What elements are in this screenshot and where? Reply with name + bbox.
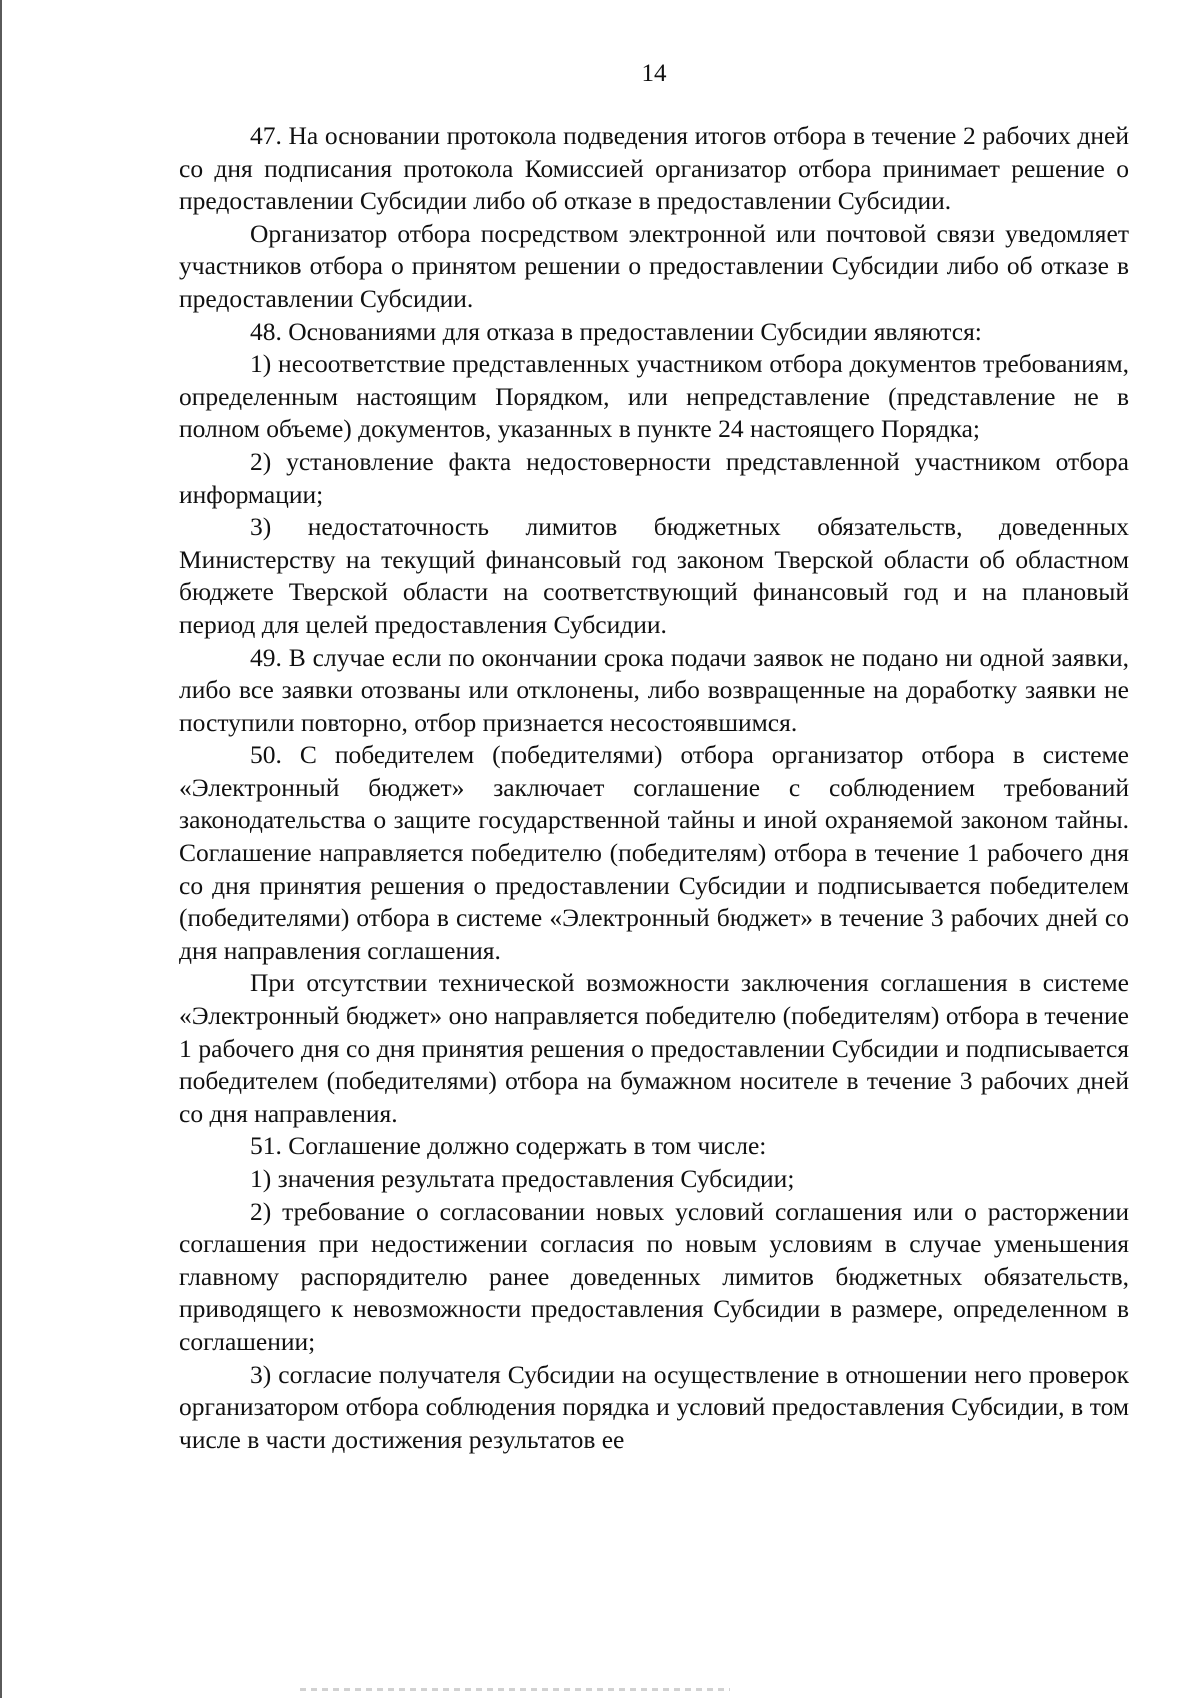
paragraph-48: 48. Основаниями для отказа в предоставлении Субсидии являются: <box>250 316 982 346</box>
paragraph-50: 50. С победителем (победителями) отбора организатор отбора в системе «Электронный бюджет» заключает соглашение с соблюдением требований законодательства о защите государственной тайны и иной охраняемой законом тайны. Соглашение направляется победителю (победителям) отбора в течение 1 рабочего дня со дня принятия решения о предоставлении Субсидии и подписывается победителем (победителями) отбора в системе «Электронный бюджет» в течение 3 рабочих дней со дня направления соглашения. <box>179 740 1129 965</box>
paragraph-49: 49. В случае если по окончании срока подачи заявок не подано ни одной заявки, либо все заявки отозваны или отклонены, либо возвращенные на доработку заявки не поступили повторно, отбор признается несостоявшимся. <box>179 642 1129 737</box>
scan-edge-line <box>0 0 2 1698</box>
scan-bottom-artifact <box>300 1688 730 1691</box>
paragraph-48-item-1: 1) несоответствие представленных участником отбора документов требованиям, определенным настоящим Порядком, или непредставление (представление не в полном объеме) документов, указанных в пункте 24 настоящего Порядка; <box>179 349 1129 444</box>
paragraph-51-item-1: 1) значения результата предоставления Субсидии; <box>250 1164 795 1193</box>
page-number: 14 <box>641 60 667 87</box>
document-body <box>179 120 1129 1456</box>
paragraph-50-paper: При отсутствии технической возможности заключения соглашения в системе «Электронный бюджет» оно направляется победителю (победителям) отбора в течение 1 рабочего дня со дня принятия решения о предоставлении Субсидии и подписывается победителем (победителями) отбора на бумажном носителе в течение 3 рабочих дней со дня направления. <box>179 968 1129 1128</box>
paragraph-47-notification: Организатор отбора посредством электронной или почтовой связи уведомляет участников отбора о принятом решении о предоставлении Субсидии либо об отказе в предоставлении Субсидии. <box>179 218 1129 313</box>
paragraph-51-item-3: 3) согласие получателя Субсидии на осуществление в отношении него проверок организатором отбора соблюдения порядка и условий предоставления Субсидии, в том числе в части достижения результатов ее <box>179 1359 1129 1454</box>
paragraph-47: 47. На основании протокола подведения итогов отбора в течение 2 рабочих дней со дня подписания протокола Комиссией организатор отбора принимает решение о предоставлении Субсидии либо об отказе в предоставлении Субсидии. <box>179 121 1129 216</box>
paragraph-48-item-2: 2) установление факта недостоверности представленной участником отбора информации; <box>179 446 1129 509</box>
paragraph-48-item-3: 3) недостаточность лимитов бюджетных обязательств, доведенных Министерству на текущий финансовый год законом Тверской области об областном бюджете Тверской области на соответствующий финансовый год и на плановый период для целей предоставления Субсидии. <box>179 512 1129 639</box>
paragraph-51-item-2: 2) требование о согласовании новых условий соглашения или о расторжении соглашения при недостижении согласия по новым условиям в случае уменьшения главному распорядителю ранее доведенных лимитов бюджетных обязательств, приводящего к невозможности предоставления Субсидии в размере, определенном в соглашении; <box>179 1196 1129 1356</box>
paragraph-51: 51. Соглашение должно содержать в том числе: <box>250 1131 767 1161</box>
